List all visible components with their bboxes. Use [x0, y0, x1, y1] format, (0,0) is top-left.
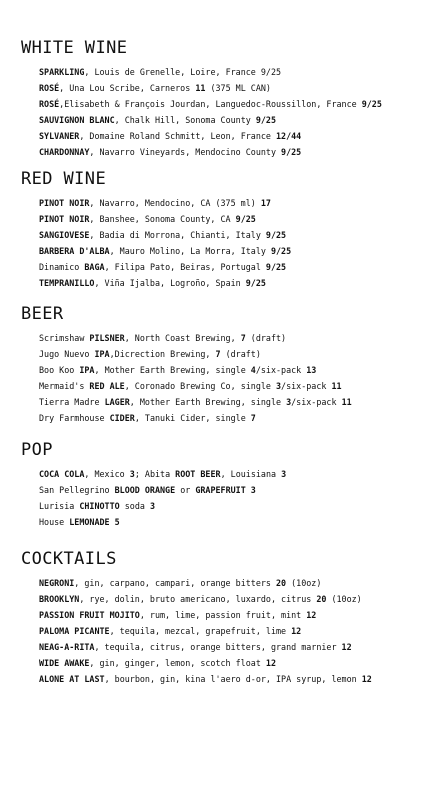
menu-item-highlight: SANGIOVESE	[39, 230, 90, 240]
menu-item-highlight: 7	[240, 333, 246, 343]
menu-item-text: , Mother Earth Brewing, single	[129, 397, 287, 407]
menu-item	[0, 195, 432, 211]
section-title: BEER	[21, 304, 64, 324]
menu-item-text: ,Dicrection Brewing,	[109, 349, 216, 359]
menu-item-highlight: 9/25	[265, 230, 287, 240]
menu-item-highlight: CHARDONNAY	[39, 147, 90, 157]
menu-item-highlight: CHINOTTO	[79, 501, 120, 511]
menu-item-highlight: 3	[149, 501, 155, 511]
menu-item-text: , gin, carpano, campari, orange bitters	[74, 578, 276, 588]
section-title: POP	[21, 440, 53, 460]
menu-item-highlight: 3	[129, 469, 135, 479]
menu-item	[0, 144, 432, 160]
menu-item	[0, 607, 432, 623]
menu-item-highlight: 7	[215, 349, 221, 359]
menu-item-highlight: COCA COLA	[39, 469, 85, 479]
menu-item-highlight: ROSÉ	[39, 99, 60, 109]
menu-item	[0, 466, 432, 482]
menu-item	[0, 64, 432, 80]
menu-item-highlight: 11	[331, 381, 342, 391]
menu-item-highlight: 7	[250, 413, 256, 423]
menu-item-highlight: BAGA	[84, 262, 105, 272]
menu-item-text: , Domaine Roland Schmitt, Leon, France	[79, 131, 276, 141]
menu-item-highlight: RED ALE	[89, 381, 125, 391]
menu-item-highlight: PASSION FRUIT MOJITO	[39, 610, 140, 620]
item-list	[0, 64, 432, 160]
item-list	[0, 466, 432, 530]
menu-item	[0, 227, 432, 243]
menu-item-text: , Chalk Hill, Sonoma County	[114, 115, 256, 125]
menu-item	[0, 259, 432, 275]
menu-item	[0, 211, 432, 227]
menu-item-text: , Badia di Morrona, Chianti, Italy	[89, 230, 266, 240]
item-list	[0, 195, 432, 291]
menu-item-highlight: ROOT BEER	[175, 469, 221, 479]
menu-item-text: , rye, dolin, bruto americano, luxardo, citrus	[79, 594, 317, 604]
menu-item-highlight: ALONE AT LAST	[39, 674, 105, 684]
menu-item-text: or	[175, 485, 196, 495]
menu-item	[0, 410, 432, 426]
menu-item	[0, 514, 432, 530]
menu-item	[0, 378, 432, 394]
menu-item	[0, 80, 432, 96]
menu-item-text: (10oz)	[326, 594, 362, 604]
menu-item	[0, 591, 432, 607]
menu-item	[0, 275, 432, 291]
menu-item-highlight: LEMONADE 5	[69, 517, 120, 527]
menu-item-text: (10oz)	[286, 578, 322, 588]
menu-item-text: Mermaid's	[39, 381, 90, 391]
menu-item-text: , gin, ginger, lemon, scotch float	[89, 658, 266, 668]
menu-item-text: San Pellegrino	[39, 485, 115, 495]
menu-item-text: (375 ML CAN)	[205, 83, 271, 93]
menu-item	[0, 330, 432, 346]
section-white-wine	[0, 38, 432, 160]
menu-item	[0, 639, 432, 655]
menu-item-text: , Viña Ijalba, Logroño, Spain	[94, 278, 246, 288]
section-title: RED WINE	[21, 169, 107, 189]
menu-item-highlight: 9/25	[245, 278, 266, 288]
menu-item-highlight: 3	[286, 397, 292, 407]
menu-item-text: , tequila, citrus, orange bitters, grand marnier	[94, 642, 342, 652]
menu-item	[0, 346, 432, 362]
menu-item-text: , rum, lime, passion fruit, mint	[139, 610, 307, 620]
menu-item	[0, 96, 432, 112]
menu-item	[0, 362, 432, 378]
menu-item-text: , Navarro Vineyards, Mendocino County	[89, 147, 282, 157]
menu-item	[0, 655, 432, 671]
menu-item-highlight: 13	[306, 365, 317, 375]
menu-item-highlight: TEMPRANILLO	[39, 278, 95, 288]
menu-item-highlight: 9/25	[281, 147, 302, 157]
menu-item-text: , Louis de Grenelle, Loire, France 9/25	[84, 67, 282, 77]
menu-item-text: Jugo Nuevo	[39, 349, 95, 359]
menu-item-highlight: 11	[195, 83, 206, 93]
menu-item-highlight: PINOT NOIR	[39, 214, 90, 224]
menu-item-text: , bourbon, gin, kina l'aero d-or, IPA syrup, lemon	[104, 674, 362, 684]
menu-item-text: , Navarro, Mendocino, CA (375 ml)	[89, 198, 261, 208]
menu-item-highlight: PILSNER	[89, 333, 125, 343]
menu-item	[0, 243, 432, 259]
menu-item	[0, 482, 432, 498]
menu-item-highlight: BLOOD ORANGE	[114, 485, 176, 495]
menu-item-text: Lurisia	[39, 501, 80, 511]
menu-item-highlight: 3	[275, 381, 282, 391]
menu-item-text: House	[39, 517, 70, 527]
section-cocktails	[0, 549, 432, 687]
menu-item-highlight: SAUVIGNON BLANC	[39, 115, 115, 125]
menu-item-text: , Banshee, Sonoma County, CA	[89, 214, 236, 224]
menu-item-text: Boo Koo	[39, 365, 80, 375]
menu-item-highlight: IPA	[79, 365, 95, 375]
menu-item-text: , Tanuki Cider, single	[134, 413, 251, 423]
menu-item-highlight: 12	[341, 642, 352, 652]
menu-item	[0, 394, 432, 410]
menu-item-text: (draft)	[220, 349, 261, 359]
menu-item-text: ,Elisabeth & François Jourdan, Languedoc-Roussillon, France	[59, 99, 362, 109]
item-list	[0, 330, 432, 426]
menu-item-highlight: NEGRONI	[39, 578, 75, 588]
menu-item-text: Dinamico	[39, 262, 85, 272]
menu-item-text: , Mexico	[84, 469, 130, 479]
menu-item	[0, 575, 432, 591]
menu-item-text: , Coronado Brewing Co, single	[124, 381, 276, 391]
menu-item-highlight: PINOT NOIR	[39, 198, 90, 208]
menu-item-highlight: 12	[291, 626, 302, 636]
menu-item-highlight: GRAPEFRUIT 3	[195, 485, 256, 495]
menu-item	[0, 112, 432, 128]
menu-item-text: /six-pack	[255, 365, 307, 375]
menu-item-text: /six-pack	[291, 397, 342, 407]
menu-item-highlight: 9/25	[270, 246, 292, 256]
menu-item	[0, 498, 432, 514]
section-beer	[0, 304, 432, 426]
menu-item-highlight: 17	[260, 198, 271, 208]
menu-item-highlight: CIDER	[109, 413, 135, 423]
menu-item-text: (draft)	[245, 333, 287, 343]
menu-item-highlight: 9/25	[235, 214, 256, 224]
menu-item-highlight: 3	[281, 469, 287, 479]
menu-item	[0, 623, 432, 639]
menu-item-highlight: 12	[306, 610, 317, 620]
menu-item-highlight: SPARKLING	[39, 67, 85, 77]
section-pop	[0, 440, 432, 530]
menu-item-text: /six-pack	[281, 381, 332, 391]
section-title: WHITE WINE	[21, 38, 128, 58]
menu-item-text: , Mother Earth Brewing, single	[94, 365, 251, 375]
menu-item-highlight: ROSÉ	[39, 83, 60, 93]
menu-item-highlight: IPA	[94, 349, 110, 359]
menu-item-highlight: WIDE AWAKE	[39, 658, 90, 668]
menu-item-highlight: 20	[275, 578, 287, 588]
section-title: COCKTAILS	[21, 549, 117, 569]
section-red-wine	[0, 169, 432, 291]
menu-item-text: , Una Lou Scribe, Carneros	[59, 83, 196, 93]
menu-item-highlight: PALOMA PICANTE	[39, 626, 110, 636]
menu-item-highlight: LAGER	[104, 397, 130, 407]
menu-item	[0, 671, 432, 687]
menu-item-text: soda	[119, 501, 150, 511]
menu-item-highlight: 12/44	[276, 131, 302, 141]
menu-item-highlight: SYLVANER	[39, 131, 80, 141]
menu-item-highlight: 9/25	[255, 115, 276, 125]
menu-item-highlight: BARBERA D'ALBA	[39, 246, 110, 256]
menu-item-highlight: NEAG-A-RITA	[39, 642, 95, 652]
menu-item-highlight: 20	[316, 594, 327, 604]
menu-item-text: , Mauro Molino, La Morra, Italy	[109, 246, 271, 256]
menu-item-text: ; Abita	[134, 469, 176, 479]
menu-item-highlight: 12	[361, 674, 372, 684]
menu-item-text: , tequila, mezcal, grapefruit, lime	[109, 626, 292, 636]
menu-item-text: , Louisiana	[220, 469, 282, 479]
menu-item-highlight: 9/25	[265, 262, 287, 272]
menu-item-text: , Filipa Pato, Beiras, Portugal	[104, 262, 266, 272]
menu-item-highlight: 4	[250, 365, 256, 375]
menu-item-text: Scrimshaw	[39, 333, 90, 343]
menu-item-text: , North Coast Brewing,	[124, 333, 241, 343]
menu-item-text: Dry Farmhouse	[39, 413, 110, 423]
menu-item	[0, 128, 432, 144]
menu-item-highlight: 9/25	[361, 99, 382, 109]
item-list	[0, 575, 432, 687]
menu-item-highlight: 12	[265, 658, 276, 668]
menu-item-text: Tierra Madre	[39, 397, 105, 407]
menu-item-highlight: 11	[341, 397, 352, 407]
menu-item-highlight: BROOKLYN	[39, 594, 80, 604]
